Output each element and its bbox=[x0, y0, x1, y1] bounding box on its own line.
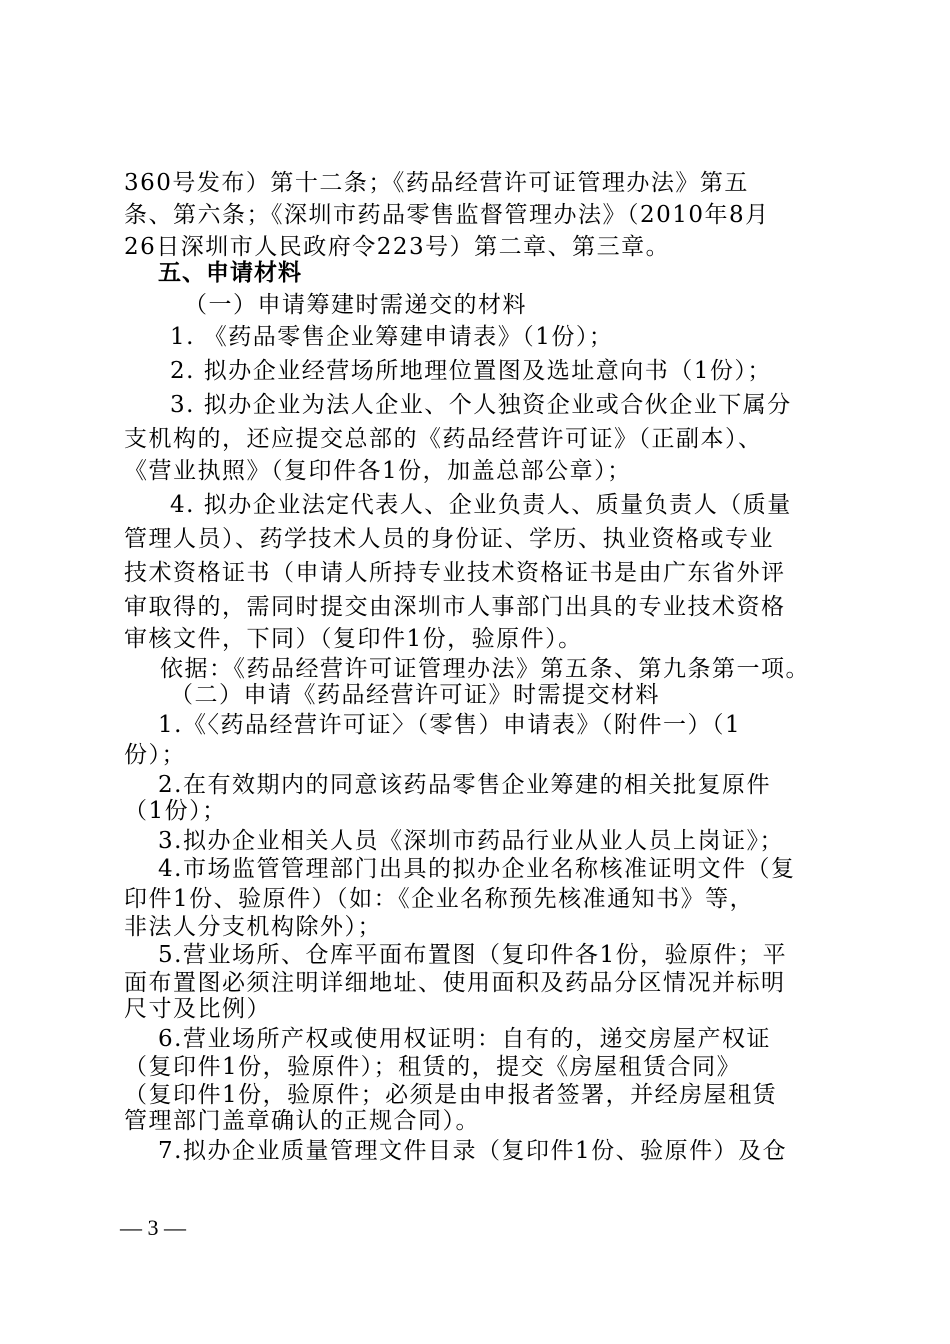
text-line: 审取得的，需同时提交由深圳市人事部门出具的专业技术资格 bbox=[124, 594, 786, 620]
page-number: — 3 — bbox=[120, 1215, 186, 1240]
list-item: 4.市场监管管理部门出具的拟办企业名称核准证明文件（复 bbox=[158, 856, 796, 882]
basis-line: 依据：《药品经营许可证管理办法》第五条、第九条第一项。 bbox=[160, 656, 810, 682]
text-line: 管理人员）、药学技术人员的身份证、学历、执业资格或专业 bbox=[124, 526, 774, 552]
section-heading: 五、申请材料 bbox=[158, 260, 302, 286]
text-line: 份）； bbox=[124, 742, 186, 768]
text-line: （复印件1份，验原件）；租赁的，提交《房屋租赁合同》 bbox=[124, 1054, 742, 1080]
list-item: 2.在有效期内的同意该药品零售企业筹建的相关批复原件 bbox=[158, 772, 771, 798]
text-line: 印件1份、验原件）（如：《企业名称预先核准通知书》等， bbox=[124, 886, 755, 912]
text-line: 尺寸及比例） bbox=[124, 996, 271, 1022]
text-line: 支机构的，还应提交总部的《药品经营许可证》（正副本）、 bbox=[124, 426, 763, 452]
text-line: 条、第六条；《深圳市药品零售监督管理办法》（2010年8月 bbox=[124, 202, 770, 228]
text-line: （复印件1份，验原件；必须是由申报者签署，并经房屋租赁 bbox=[124, 1082, 778, 1108]
text-line: 管理部门盖章确认的正规合同）。 bbox=[124, 1108, 480, 1134]
list-item: 6.营业场所产权或使用权证明：自有的，递交房屋产权证 bbox=[158, 1026, 771, 1052]
text-line: 面布置图必须注明详细地址、使用面积及药品分区情况并标明 bbox=[124, 970, 786, 996]
list-item: 2. 拟办企业经营场所地理位置图及选址意向书（1份）； bbox=[170, 358, 772, 384]
list-item: 3. 拟办企业为法人企业、个人独资企业或合伙企业下属分 bbox=[170, 392, 792, 418]
text-line: 非法人分支机构除外）； bbox=[124, 914, 382, 940]
text-line: 技术资格证书（申请人所持专业技术资格证书是由广东省外评 bbox=[124, 560, 786, 586]
text-line: 《营业执照》（复印件各1份，加盖总部公章）； bbox=[124, 458, 632, 484]
list-item: 3.拟办企业相关人员《深圳市药品行业从业人员上岗证》； bbox=[158, 828, 784, 854]
list-item: 1. 《药品零售企业筹建申请表》（1份）； bbox=[170, 324, 614, 350]
text-line: 审核文件，下同）（复印件1份，验原件）。 bbox=[124, 626, 583, 652]
list-item: 5.营业场所、仓库平面布置图（复印件各1份，验原件；平 bbox=[158, 942, 788, 968]
list-item: 1.《〈药品经营许可证〉（零售）申请表》（附件一）（1 bbox=[158, 712, 742, 738]
list-item: 4. 拟办企业法定代表人、企业负责人、质量负责人（质量 bbox=[170, 492, 792, 518]
subsection-heading: （一）申请筹建时需递交的材料 bbox=[184, 292, 527, 318]
text-line: （1份）； bbox=[124, 798, 227, 824]
subsection-heading: （二）申请《药品经营许可证》时需提交材料 bbox=[170, 682, 660, 708]
text-line: 26日深圳市人民政府令223号）第二章、第三章。 bbox=[124, 234, 671, 260]
list-item: 7.拟办企业质量管理文件目录（复印件1份、验原件）及仓 bbox=[158, 1138, 788, 1164]
text-line: 360号发布）第十二条；《药品经营许可证管理办法》第五 bbox=[124, 170, 749, 196]
